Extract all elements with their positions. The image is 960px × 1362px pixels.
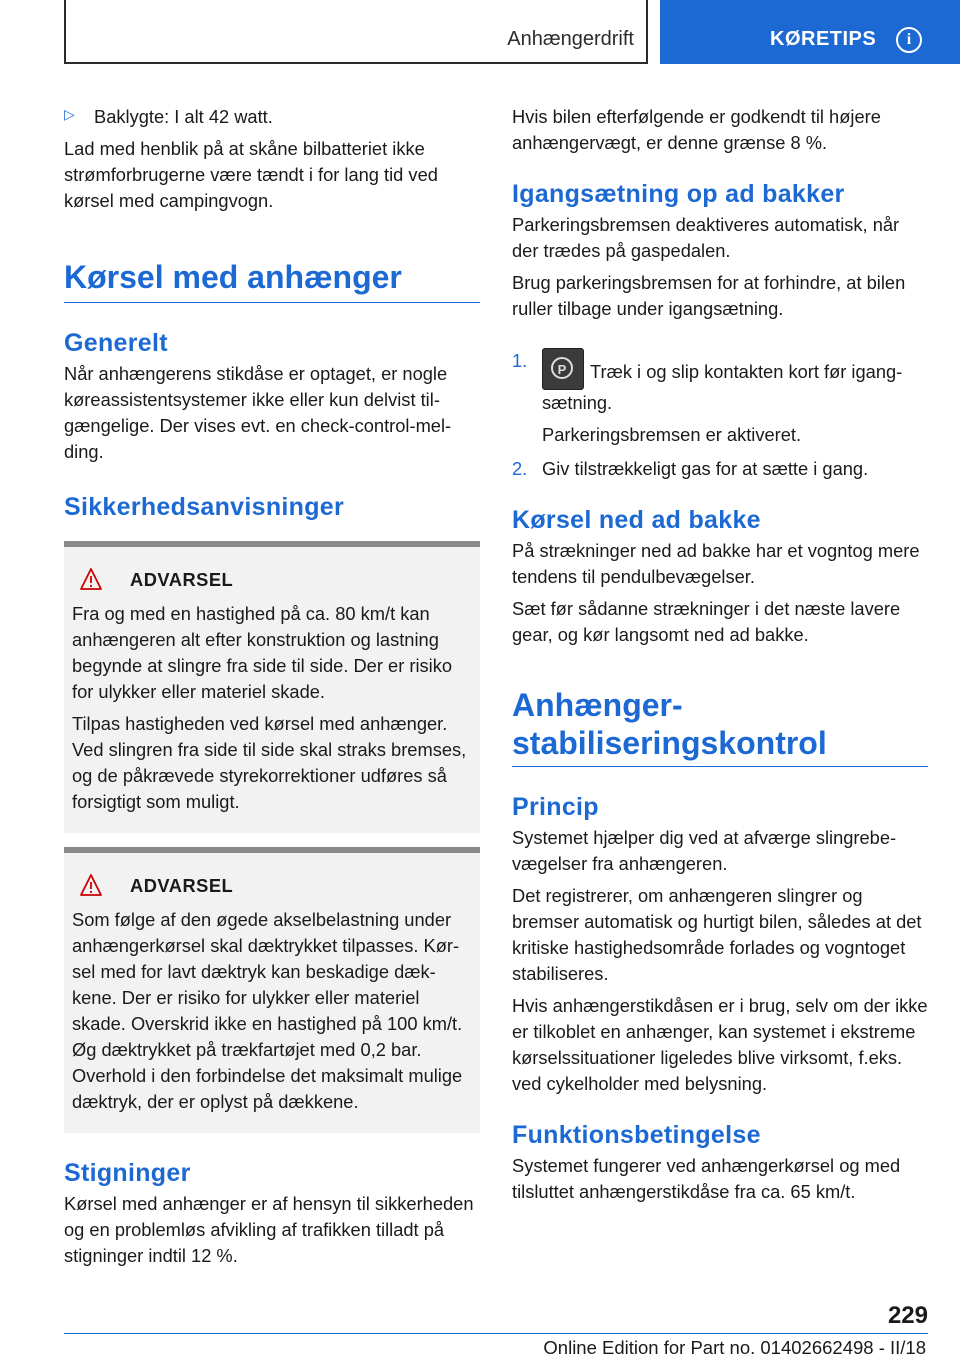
heading-korsel-ned-ad-bakke: Kørsel ned ad bakke: [512, 506, 761, 534]
info-icon: i: [896, 27, 922, 53]
warning-box: [64, 847, 480, 1133]
heading-stigninger: Stigninger: [64, 1159, 191, 1187]
footer-divider: [64, 1333, 928, 1334]
page-number: 229: [887, 1302, 928, 1329]
paragraph: Kørsel med anhænger er af hensyn til sikkerheden og en problemløs afvikling af trafikken tilladt på stigninger indtil 12 %.: [64, 1193, 474, 1266]
heading-sikkerhedsanvisninger: Sikkerhedsanvisninger: [64, 493, 345, 521]
parking-brake-icon: P: [542, 348, 584, 390]
warning-text: Tilpas hastigheden ved kørsel med anhænger. Ved slingren fra side til side skal straks bremses, og de påkrævede styrekorrektioner udføres så forsigtigt som muligt.: [72, 713, 467, 812]
paragraph: Systemet hjælper dig ved at afværge slingrebevægelser fra anhængeren.: [512, 827, 897, 874]
right-column: [512, 104, 928, 1205]
bullet-text: Baklygte: I alt 42 watt.: [94, 106, 273, 127]
paragraph: På strækninger ned ad bakke har et vogntog mere tendens til pendulbevægelser.: [512, 540, 920, 587]
footer-edition: Online Edition for Part no. 01402662498 - II/18: [543, 1337, 926, 1358]
warning-title: ADVARSEL: [130, 569, 234, 590]
step-text: Giv tilstrækkeligt gas for at sætte i gang.: [542, 458, 869, 479]
warning-title: ADVARSEL: [130, 875, 234, 896]
heading-anhaenger-line2: stabiliseringskontrol: [512, 725, 827, 761]
paragraph: Det registrerer, om anhængeren slingrer og bremser automatisk og hurtigt bilen, således at det kritiske hastighedsområde forlades og vogntoget stabiliseres.: [512, 885, 922, 984]
numbered-step: [512, 456, 928, 482]
step-result: Parkeringsbremsen er aktiveret.: [542, 424, 802, 445]
warning-box: [64, 541, 480, 833]
paragraph: Parkeringsbremsen deaktiveres automatisk, når der trædes på gaspedalen.: [512, 214, 900, 261]
heading-generelt: Generelt: [64, 329, 168, 357]
paragraph: Lad med henblik på at skåne bilbatteriet ikke strømforbrugerne være tændt i for lang tid ved kørsel med campingvogn.: [64, 138, 438, 211]
warning-text: Fra og med en hastighed på ca. 80 km/t kan anhængeren alt efter konstruktion og lastning begynde at slingre fra side til side. Der er risiko for ulykker eller materiel skade.: [72, 603, 453, 702]
paragraph: Sæt før sådanne strækninger i det næste lavere gear, og kør langsomt ned ad bakke.: [512, 598, 901, 645]
paragraph: Når anhængerens stikdåse er optaget, er nogle køreassistentsystemer ikke eller kun delvist tilgængelige. Der vises evt. en check-control-melding.: [64, 363, 452, 462]
heading-korsel-med-anhaenger: Kørsel med anhænger: [64, 259, 402, 295]
warning-text: Som følge af den øgede akselbelastning under anhængerkørsel skal dæktrykket tilpasses. Kørsel med for lavt dæktryk kan beskadige dækkene. Der er risiko for ulykker eller materiel skade. Overskrid ikke en hastighed på 100 km/t. Øg dæktrykket på trækfartøjet med 0,2 bar. Overhold i den forbindelse det maksimalt mulige dæktryk, der er oplyst på dækkene.: [72, 909, 463, 1112]
heading-princip: Princip: [512, 793, 599, 821]
header-chapter-tab: [660, 0, 960, 64]
paragraph: Brug parkeringsbremsen for at forhindre, at bilen ruller tilbage under igangsætning.: [512, 272, 906, 319]
bullet-item: [64, 104, 480, 130]
paragraph: Hvis bilen efterfølgende er godkendt til højere anhængervægt, er denne grænse 8 %.: [512, 106, 881, 153]
step-text: Træk i og slip kontakten kort før igangsætning.: [542, 361, 903, 413]
step-number: 2.: [512, 458, 528, 479]
heading-igangsaetning: Igangsætning op ad bakker: [512, 180, 845, 208]
left-column: [64, 104, 480, 1269]
triangle-bullet-icon: ▷: [64, 106, 75, 122]
chapter-title: KØRETIPS: [770, 28, 877, 50]
paragraph: Hvis anhængerstikdåsen er i brug, selv om der ikke er tilkoblet en anhænger, kan systemet i ekstreme kørselssituationer ligeledes blive virksomt, f.eks. ved cykelholder med belysning.: [512, 995, 928, 1094]
numbered-step: [512, 348, 928, 448]
header-section-tab: [64, 0, 648, 64]
heading-block: [64, 258, 480, 303]
heading-funktionsbetingelse: Funktionsbetingelse: [512, 1121, 761, 1149]
heading-block: [512, 686, 928, 767]
warning-triangle-icon: [80, 567, 120, 593]
step-number: 1.: [512, 350, 528, 371]
heading-anhaenger-line1: Anhænger-: [512, 687, 683, 723]
section-title: Anhængerdrift: [507, 28, 634, 50]
paragraph: Systemet fungerer ved anhængerkørsel og med tilsluttet anhængerstikdåse fra ca. 65 km/t.: [512, 1155, 901, 1202]
warning-triangle-icon: [80, 873, 120, 899]
